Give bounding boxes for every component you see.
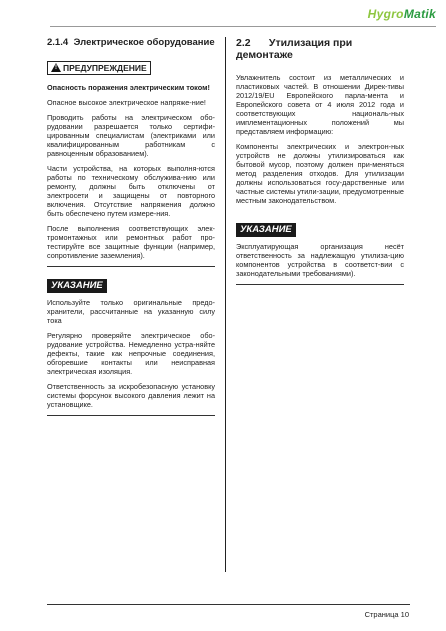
hygromatik-logo (368, 7, 436, 21)
warning-triangle-icon: ! (51, 63, 61, 72)
warning-paragraph-4: После выполнения соответствующих элек-тромонтажных или ремонтных работ про-тестируйте все защитные функции (например, сопротивление заземления). (47, 224, 215, 260)
header-rule (50, 26, 436, 27)
left-column (47, 37, 215, 416)
note-paragraph-2: Регулярно проверяйте электрическое обо-рудование устройства. Немедленно устра-няйте дефекты, такие как непрочные соединения, обгоревшие контакты или неисправная электрическая изоляция. (47, 331, 215, 376)
right-column (236, 37, 404, 285)
page-number: Страница 10 (364, 610, 409, 619)
logo-part-matik: Matik (403, 7, 436, 21)
section-heading-disposal (236, 37, 404, 61)
disposal-paragraph-2: Компоненты электрических и электрон-ных устройств не должны утилизироваться как бытовой мусор, поэтому должен при-меняться метод разделения отходов. Для утилизации должны использоваться госу-дарственные или частные системы утили-зации, предусмотренные местным законодательством. (236, 142, 404, 205)
logo-part-hygro: Hygro (367, 7, 404, 21)
note-paragraph-3: Ответственность за искробезопасную установку системы форсунок высокого давления лежит на установщике. (47, 382, 215, 409)
section-title: Электрическое оборудование (73, 37, 215, 48)
note-paragraph-1: Используйте только оригинальные предо-хранители, рассчитанные на указанную силу тока (47, 298, 215, 325)
section-title: Утилизация при демонтаже (236, 37, 353, 61)
warning-heading: Опасность поражения электрическим током! (47, 83, 210, 92)
note-badge: УКАЗАНИЕ (236, 223, 296, 237)
note-paragraph: Эксплуатирующая организация несёт ответственность за надлежащую утилиза-цию компонентов устройства в соответст-вии с законодательными требованиями). (236, 242, 404, 278)
note-badge: УКАЗАНИЕ (47, 279, 107, 293)
column-divider (225, 37, 226, 572)
footer-rule (47, 604, 410, 605)
note-end-rule (236, 284, 404, 285)
warning-label-box (47, 61, 151, 75)
section-number: 2.2 (236, 37, 251, 49)
disposal-paragraph-1: Увлажнитель состоит из металлических и пластиковых частей. В отношении Дирек-тивы 2012/19/EU Европейского парла-мента и Европейского совета от 4 июля 2012 года и соответствующих националь-ных имплементационных положений мы представляем информацию: (236, 73, 404, 136)
note-end-rule (47, 415, 215, 416)
warning-paragraph-1: Опасное высокое электрическое напряже-ние! (47, 98, 206, 107)
warning-label: ПРЕДУПРЕЖДЕНИЕ (63, 63, 147, 73)
warning-paragraph-2: Проводить работы на электрическом обо-рудовании разрешается только сертифи-цированным специалистам (электриками или квалифицированным работникам с равноценным образованием). (47, 113, 215, 158)
warning-end-rule (47, 266, 215, 267)
section-number: 2.1.4 (47, 37, 69, 48)
warning-paragraph-3: Части устройства, на которых выполня-ются работы по техническому обслужива-нию или ремонту, должны быть отключены от электросети и защищены от повторного включения. Отсутствие напряжения должно быть обеспечено путем измере-ния. (47, 164, 215, 218)
section-heading-electrical (47, 37, 215, 49)
